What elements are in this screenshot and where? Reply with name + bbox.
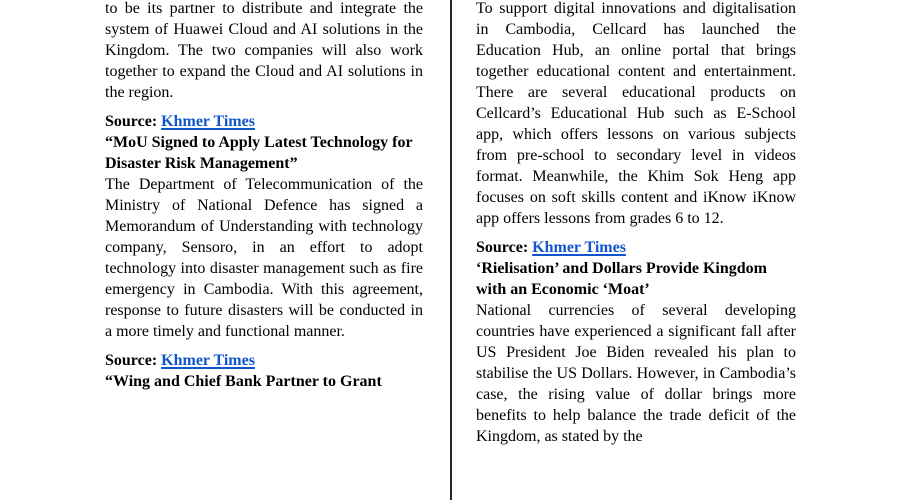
- column-divider: [450, 0, 452, 500]
- khmer-times-link[interactable]: Khmer Times: [161, 113, 255, 130]
- article-mou-heading: “MoU Signed to Apply Latest Technology for Disaster Risk Management”: [105, 134, 413, 172]
- article-mou-paragraph: The Department of Telecommunication of the Ministry of National Defence has signed a Memorandum of Understanding with technology company, Sensoro, in an effort to adopt technology into disaster management such as fire emergency in Cambodia. With this agreement, response to future disasters will be conducted in a more timely and functional manner.: [105, 176, 423, 340]
- source-label: Source:: [476, 239, 529, 256]
- khmer-times-link[interactable]: Khmer Times: [532, 239, 626, 256]
- source-label: Source:: [105, 352, 158, 369]
- article-rielisation-paragraph: National currencies of several developing countries have experienced a significant fall after US President Joe Biden revealed his plan to stabilise the US Dollars. However, in Cambodia’s case, the rising value of dollar brings more benefits to help balance the trade deficit of the Kingdom, as stated by the: [476, 302, 796, 445]
- article-cellcard-paragraph: To support digital innovations and digitalisation in Cambodia, Cellcard has launched the Education Hub, an online portal that brings together educational content and entertainment. There are several educational products on Cellcard’s Educational Hub such as E-School app, which offers lessons on various subjects from pre-school to secondary level in videos format. Meanwhile, the Khim Sok Heng app focuses on soft skills content and iKnow iKnow app offers lessons from grades 6 to 12.: [476, 0, 796, 227]
- khmer-times-link[interactable]: Khmer Times: [161, 352, 255, 369]
- left-column: [105, 0, 423, 392]
- article-rielisation-heading: ‘Rielisation’ and Dollars Provide Kingdom with an Economic ‘Moat’: [476, 260, 767, 298]
- source-label: Source:: [105, 113, 158, 130]
- source-line: [105, 111, 423, 132]
- article-wing-heading: “Wing and Chief Bank Partner to Grant: [105, 373, 382, 390]
- article-huawei-paragraph: to be its partner to distribute and integrate the system of Huawei Cloud and AI solutions in the Kingdom. The two companies will also work together to expand the Cloud and AI solutions in the region.: [105, 0, 423, 101]
- source-line: [476, 237, 796, 258]
- right-column: [476, 0, 796, 447]
- source-line: [105, 350, 423, 371]
